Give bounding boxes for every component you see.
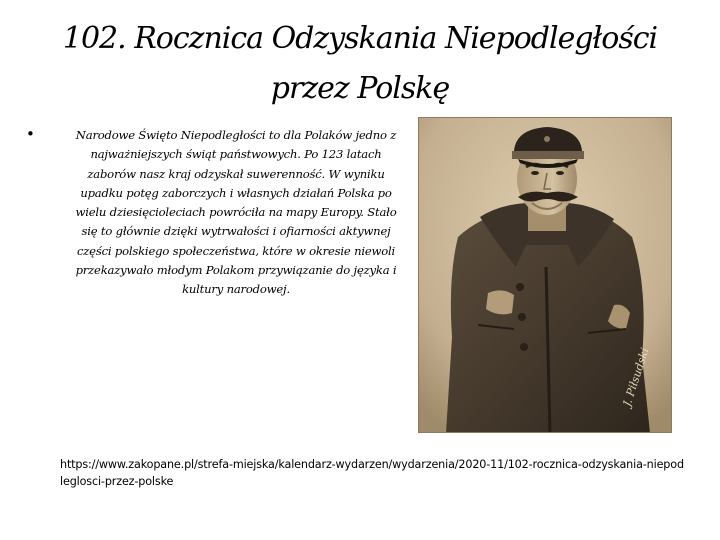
bullet-paragraph: Narodowe Święto Niepodległości to dla Polaków jedno z najważniejszych świąt państwowych. Po 123 latach zaborów nasz kraj odzyskał suwerenność. W wyniku upadku potęg zaborczych i własnych działań Polska po wielu dziesięcioleciach powróciła na mapy Europy. Stało się to głównie dzięki wytrwałości i ofiarności aktywnej części polskiego społeczeństwa, które w okresie niewoli przekazywało młodym Polakom przywiązanie do języka i kultury narodowej. (75, 128, 397, 297)
portrait-photo (418, 117, 672, 433)
bullet-icon: • (26, 125, 35, 143)
bullet-list (26, 126, 408, 300)
portrait-illustration (418, 117, 672, 433)
left-hand (486, 290, 514, 314)
slide-title: 102. Rocznica Odzyskania Niepodległości przez Polskę (62, 21, 658, 106)
source-link[interactable]: https://www.zakopane.pl/strefa-miejska/kalendarz-wydarzen/wydarzenia/2020-11/102-rocznica-odzyskania-niepodleglosci-przez-polske (60, 458, 684, 488)
photo-signature: J. Piłsudski (620, 346, 652, 408)
